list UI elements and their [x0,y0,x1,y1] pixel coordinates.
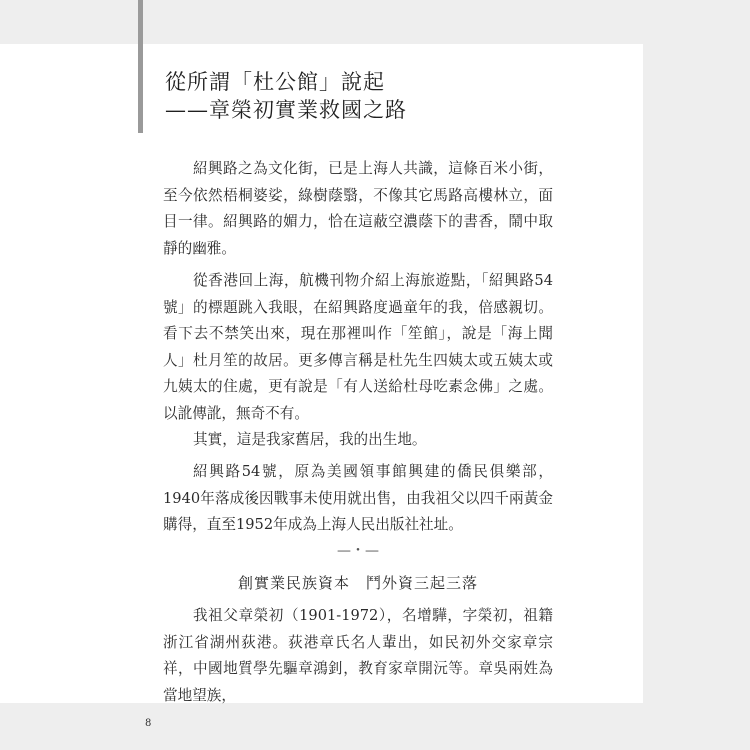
section-divider: —・— [337,543,379,559]
body-paragraph-1: 紹興路之為文化街，已是上海人共識，這條百米小街，至今依然梧桐婆娑，綠樹蔭翳，不像其它馬路高樓林立，面目一律。紹興路的媚力，恰在這蔽空濃蔭下的書香，鬧中取靜的幽雅。 [163,160,553,257]
page-number: 8 [145,718,152,729]
page-margin-top [0,0,750,44]
body-paragraph-4: 紹興路54號，原為美國領事館興建的僑民俱樂部，1940年落成後因戰事未使用就出售，由我祖父以四千兩黃金購得，直至1952年成為上海人民出版社社址。 [163,463,553,533]
chapter-title: 從所謂「杜公館」說起 [165,70,385,94]
section-paragraph: 我祖父章榮初（1901-1972），名增驊，字榮初，祖籍浙江省湖州荻港。荻港章氏名人輩出，如民初外交家章宗祥，中國地質學先驅章鴻釗，教育家章開沅等。章吳兩姓為當地望族， [163,607,553,704]
body-paragraph-2: 從香港回上海，航機刊物介紹上海旅遊點，「紹興路54號」的標題跳入我眼，在紹興路度過童年的我，倍感親切。看下去不禁笑出來，現在那裡叫作「笙館」，說是「海上聞人」杜月笙的故居。更多傳言稱是杜先生四姨太或五姨太或九姨太的住處，更有說是「有人送給杜母吃素念佛」之處。以訛傳訛，無奇不有。 [163,272,553,422]
page-margin-bottom [0,703,750,750]
page-margin-right [643,0,750,750]
section-heading: 創實業民族資本 鬥外資三起三落 [237,574,478,592]
body-paragraph-3: 其實，這是我家舊居，我的出生地。 [193,431,427,448]
chapter-subtitle: ——章榮初實業救國之路 [165,98,407,122]
chapter-accent-bar [138,0,143,133]
